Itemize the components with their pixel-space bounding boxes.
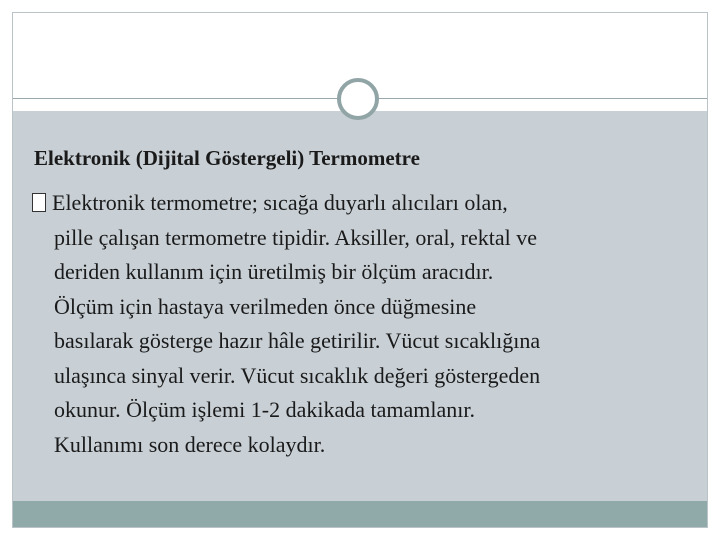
body-line-1 [32,186,700,221]
body-line-2: pille çalışan termometre tipidir. Aksiller, oral, rektal ve [54,224,537,250]
body-paragraph [32,186,700,462]
footer-bar [13,501,707,527]
body-line-3: deriden kullanım için üretilmiş bir ölçüm aracıdır. [54,259,494,284]
circle-ornament-icon [337,78,379,120]
body-line-4: Ölçüm için hastaya verilmeden önce düğmesine [54,293,477,319]
body-line-text: Elektronik termometre; sıcağa duyarlı alıcıları olan, [52,190,508,215]
body-line-5: basılarak gösterge hazır hâle getirilir. Vücut sıcaklığına [54,328,541,353]
missing-glyph-bullet-icon [32,193,46,212]
body-line-6: ulaşınca sinyal verir. Vücut sıcaklık değeri göstergeden [54,362,541,388]
slide-heading: Elektronik (Dijital Göstergeli) Termometre [34,146,420,170]
body-line-8: Kullanımı son derece kolaydır. [54,431,326,457]
body-line-7: okunur. Ölçüm işlemi 1-2 dakikada tamamlanır. [54,397,475,422]
